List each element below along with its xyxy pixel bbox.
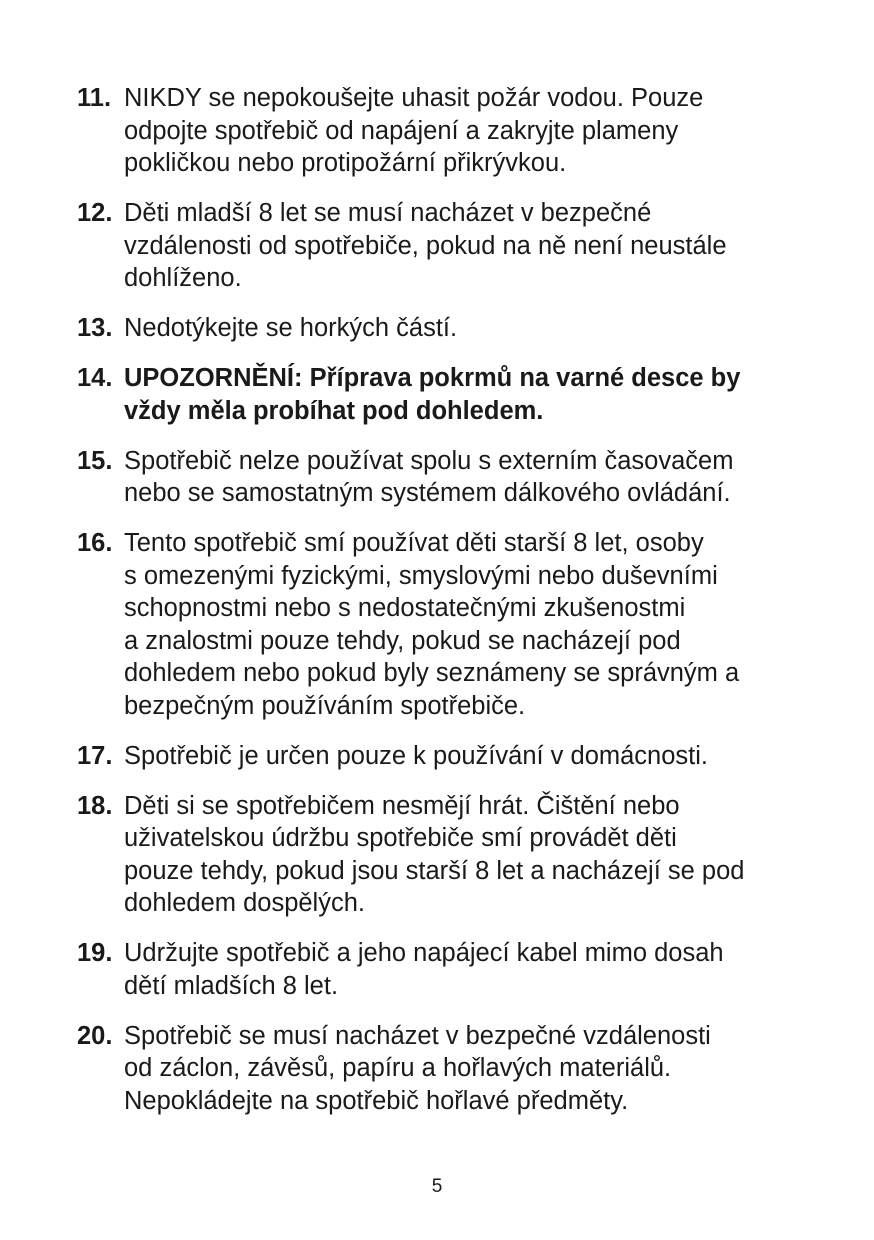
list-item <box>77 312 797 345</box>
item-number: 13. <box>77 314 113 342</box>
item-text: Udržujte spotřebič a jeho napájecí kabel mimo dosah dětí mladších 8 let. <box>124 939 724 1000</box>
item-text: NIKDY se nepokoušejte uhasit požár vodou. Pouze odpojte spotřebič od napájení a zakryjte plameny pokličkou nebo protipožární přikrývkou. <box>124 84 704 177</box>
item-number: 18. <box>77 791 113 820</box>
item-text: Děti mladší 8 let se musí nacházet v bezpečné vzdálenosti od spotřebiče, pokud na ně není neustále dohlíženo. <box>124 199 727 292</box>
safety-instructions-list <box>77 82 797 1135</box>
item-text: Spotřebič se musí nacházet v bezpečné vzdálenosti od záclon, závěsů, papíru a hořlavých materiálů. Nepokládejte na spotřebič hořlavé předměty. <box>124 1021 711 1115</box>
list-item <box>77 197 797 295</box>
item-number: 17. <box>77 741 113 770</box>
list-item <box>77 527 797 722</box>
item-number: 15. <box>77 446 113 475</box>
item-number: 12. <box>77 199 113 227</box>
warning-text: UPOZORNĚNÍ: Příprava pokrmů na varné desce by vždy měla probíhat pod dohledem. <box>124 364 741 425</box>
list-item <box>77 740 797 773</box>
list-item <box>77 445 797 510</box>
item-text: Tento spotřebič smí používat děti starší 8 let, osoby s omezenými fyzickými, smyslovými nebo duševními schopnostmi nebo s nedostatečnými zkušenostmi a znalostmi pouze tehdy, pokud se nacházejí pod dohledem nebo pokud byly seznámeny se správným a bezpečným používáním spotřebiče. <box>124 529 740 720</box>
item-text: Spotřebič nelze používat spolu s externím časovačem nebo se samostatným systémem dálkového ovládání. <box>124 446 734 507</box>
item-number: 20. <box>77 1021 113 1050</box>
item-number: 14. <box>77 364 113 392</box>
list-item <box>77 82 797 180</box>
item-number: 19. <box>77 939 113 967</box>
list-item <box>77 937 797 1002</box>
item-text: Spotřebič je určen pouze k používání v domácnosti. <box>124 741 708 770</box>
item-number: 16. <box>77 529 113 557</box>
warning-list-item <box>77 362 797 427</box>
page-number: 5 <box>431 1176 443 1197</box>
list-item <box>77 790 797 920</box>
item-text: Nedotýkejte se horkých částí. <box>124 314 458 342</box>
item-text: Děti si se spotřebičem nesmějí hrát. Čištění nebo uživatelskou údržbu spotřebiče smí provádět děti pouze tehdy, pokud jsou starší 8 let a nacházejí se pod dohledem dospělých. <box>124 791 745 917</box>
list-item <box>77 1020 797 1118</box>
item-number: 11. <box>77 84 112 112</box>
